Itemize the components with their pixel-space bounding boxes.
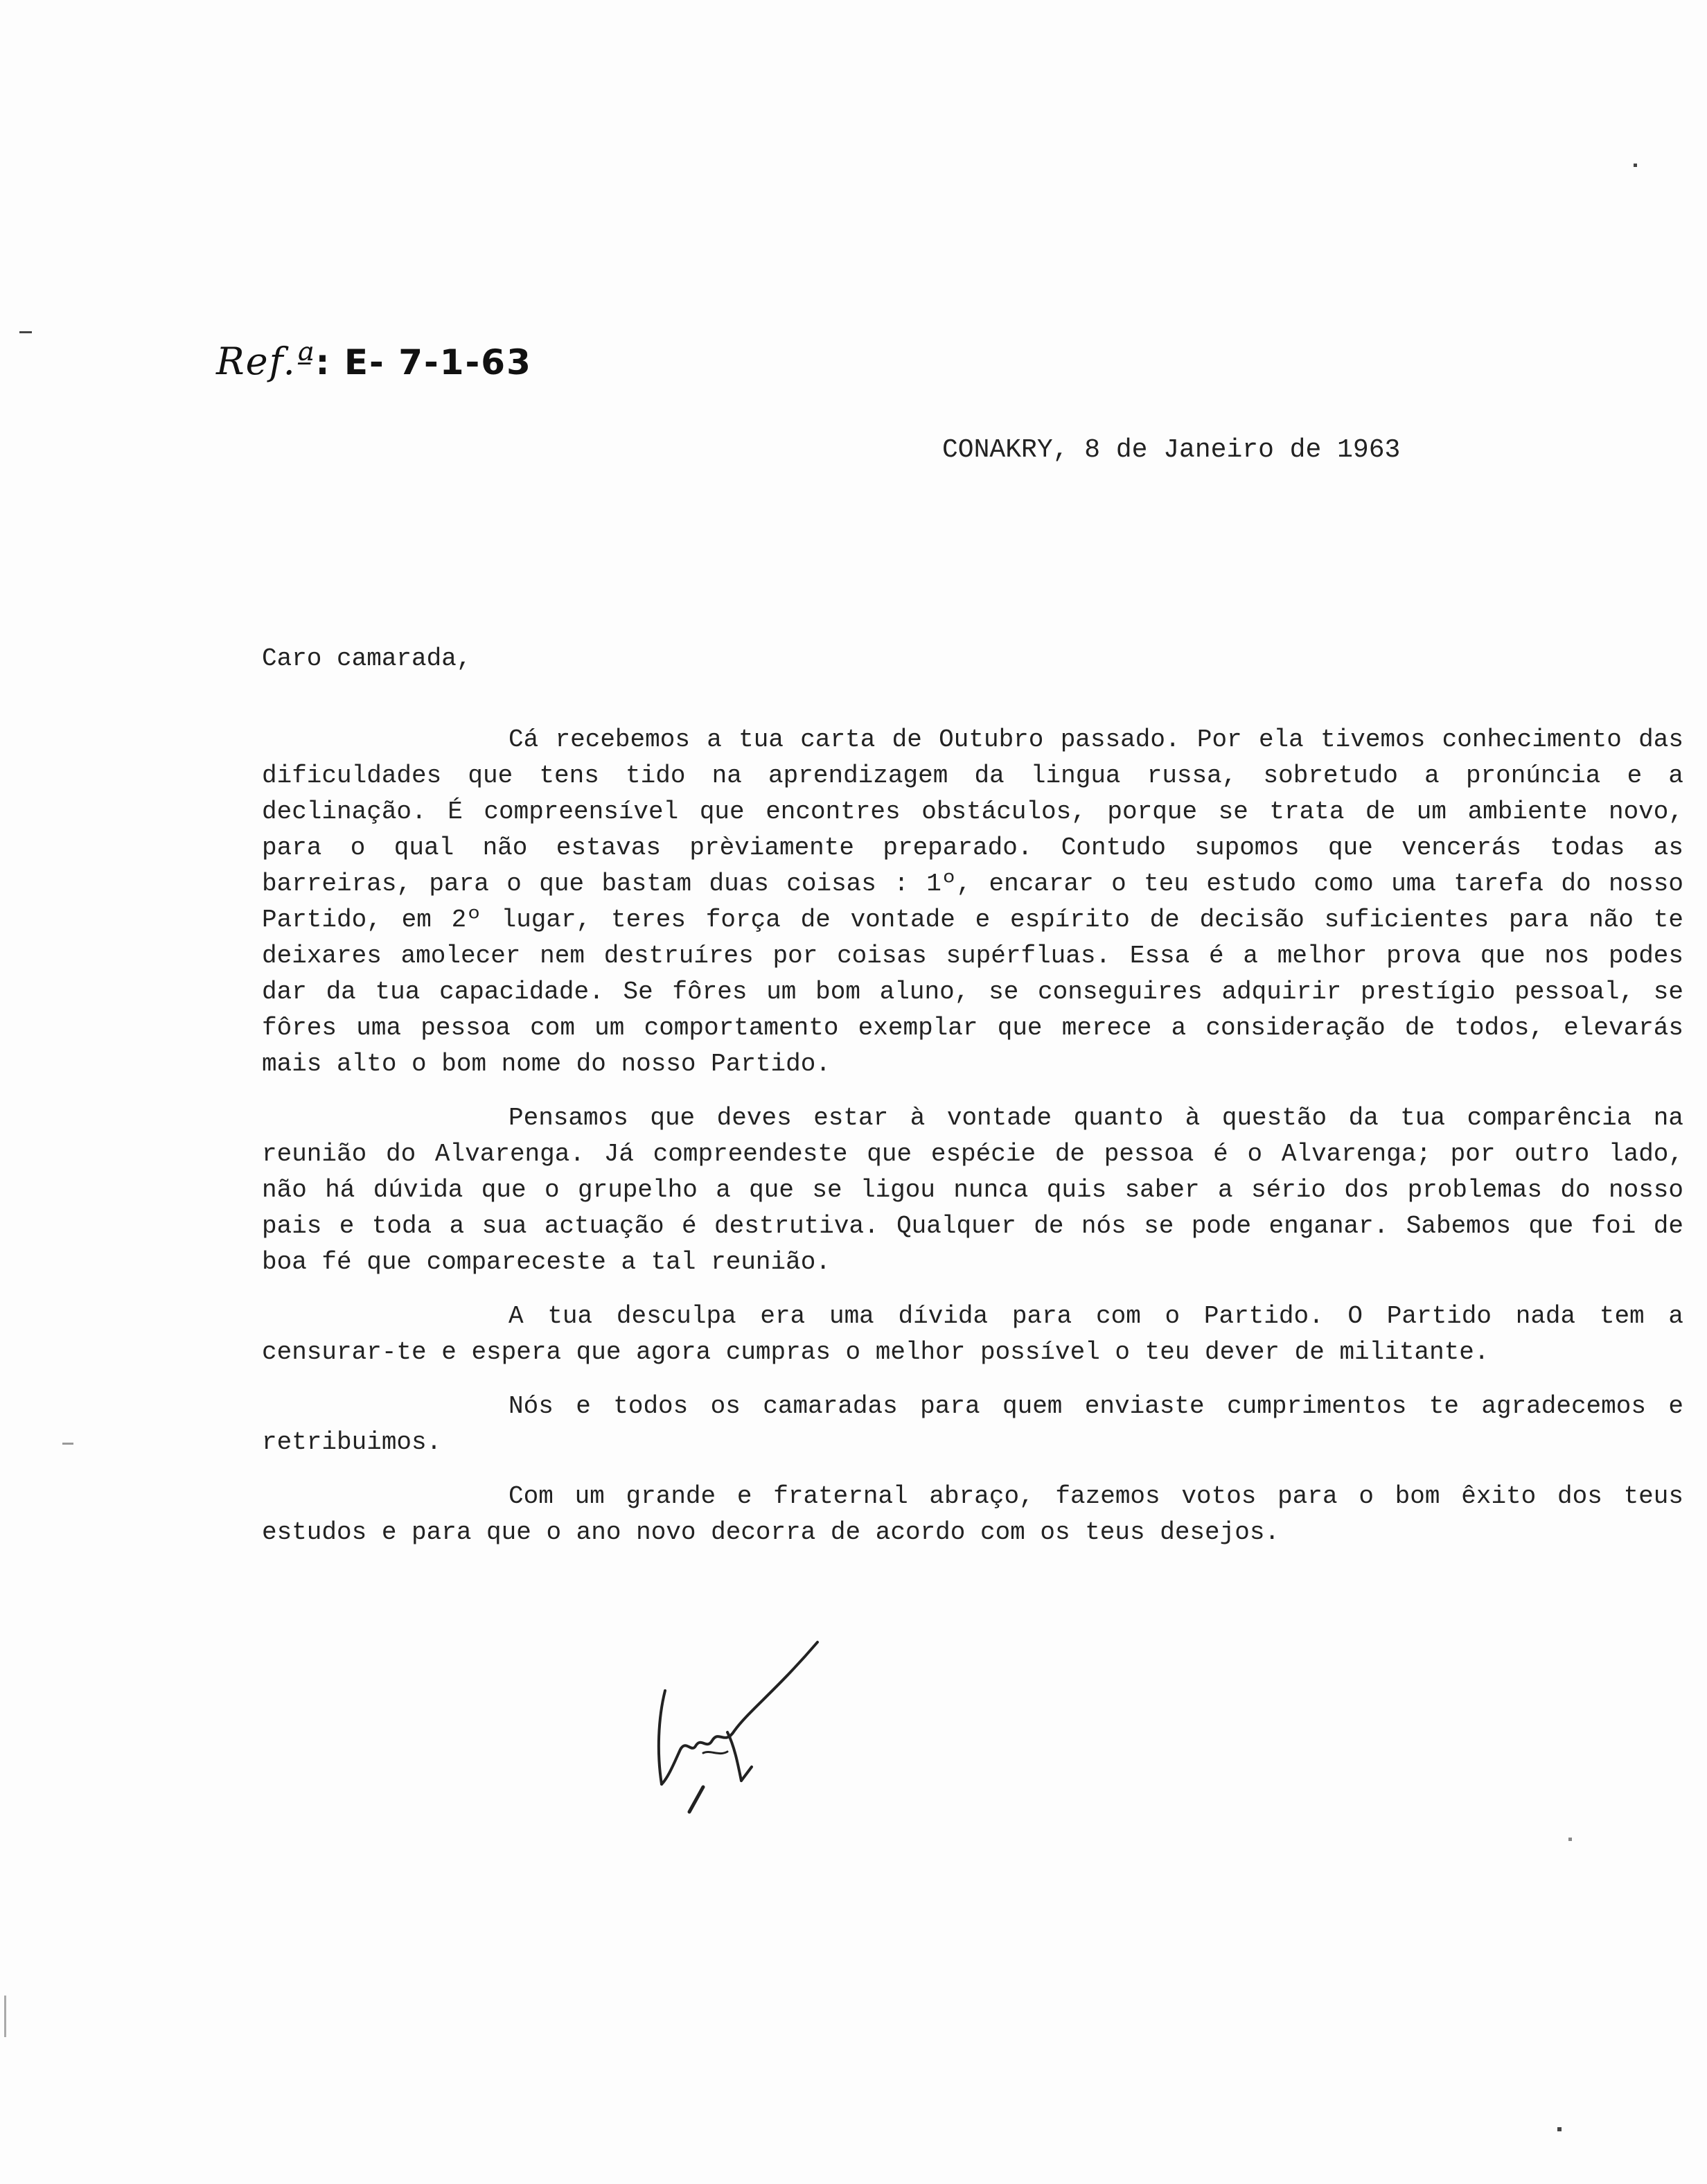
scan-speck [4, 1996, 6, 2037]
letter-body [262, 722, 1683, 1569]
scan-speck [1634, 164, 1637, 167]
reference-prefix: Ref.ª [216, 340, 316, 383]
reference-number [216, 340, 532, 383]
paragraph-2: Pensamos que deves estar à vontade quanto à questão da tua comparência na reunião do Alvarenga. Já compreendeste que espécie de pessoa é o Alvarenga; por outro lado, não há dúvida que o grupelho a que se ligou nunca quis saber a sério dos problemas do nosso pais e toda a sua actuação é destrutiva. Qualquer de nós se pode enganar. Sabemos que foi de boa fé que compareceste a tal reunião. [262, 1104, 1683, 1276]
paragraph-3: A tua desculpa era uma dívida para com o Partido. O Partido nada tem a censurar-te e espera que agora cumpras o melhor possível o teu dever de militante. [262, 1302, 1683, 1366]
signature-icon [637, 1614, 859, 1815]
scan-speck [19, 331, 32, 333]
scan-speck [62, 1443, 73, 1445]
dateline: CONAKRY, 8 de Janeiro de 1963 [942, 435, 1401, 465]
paragraph-4: Nós e todos os camaradas para quem enviaste cumprimentos te agradecemos e retribuimos. [262, 1392, 1683, 1456]
scan-speck [1557, 2127, 1562, 2131]
scan-speck [1568, 1838, 1572, 1841]
salutation: Caro camarada, [262, 644, 472, 673]
paragraph-5: Com um grande e fraternal abraço, fazemos votos para o bom êxito dos teus estudos e para que o ano novo decorra de acordo com os teus desejos. [262, 1482, 1683, 1547]
paragraph-1: Cá recebemos a tua carta de Outubro passado. Por ela tivemos conhecimento das dificuldades que tens tido na aprendizagem da lingua russa, sobretudo a pronúncia e a declinação. É compreensível que encontres obstáculos, porque se trata de um ambiente novo, para o qual não estavas prèviamente preparado. Contudo supomos que vencerás todas as barreiras, para o que bastam duas coisas : 1º, encarar o teu estudo como uma tarefa do nosso Partido, em 2º lugar, teres força de vontade e espírito de decisão suficientes para não te deixares amolecer nem destruíres por coisas supérfluas. Essa é a melhor prova que nos podes dar da tua capacidade. Se fôres um bom aluno, se conseguires adquirir prestígio pessoal, se fôres uma pessoa com um comportamento exemplar que merece a consideração de todos, elevarás mais alto o bom nome do nosso Partido. [262, 725, 1683, 1078]
reference-code: : E- 7-1-63 [315, 342, 532, 382]
pen-mark-icon [682, 1784, 710, 1815]
